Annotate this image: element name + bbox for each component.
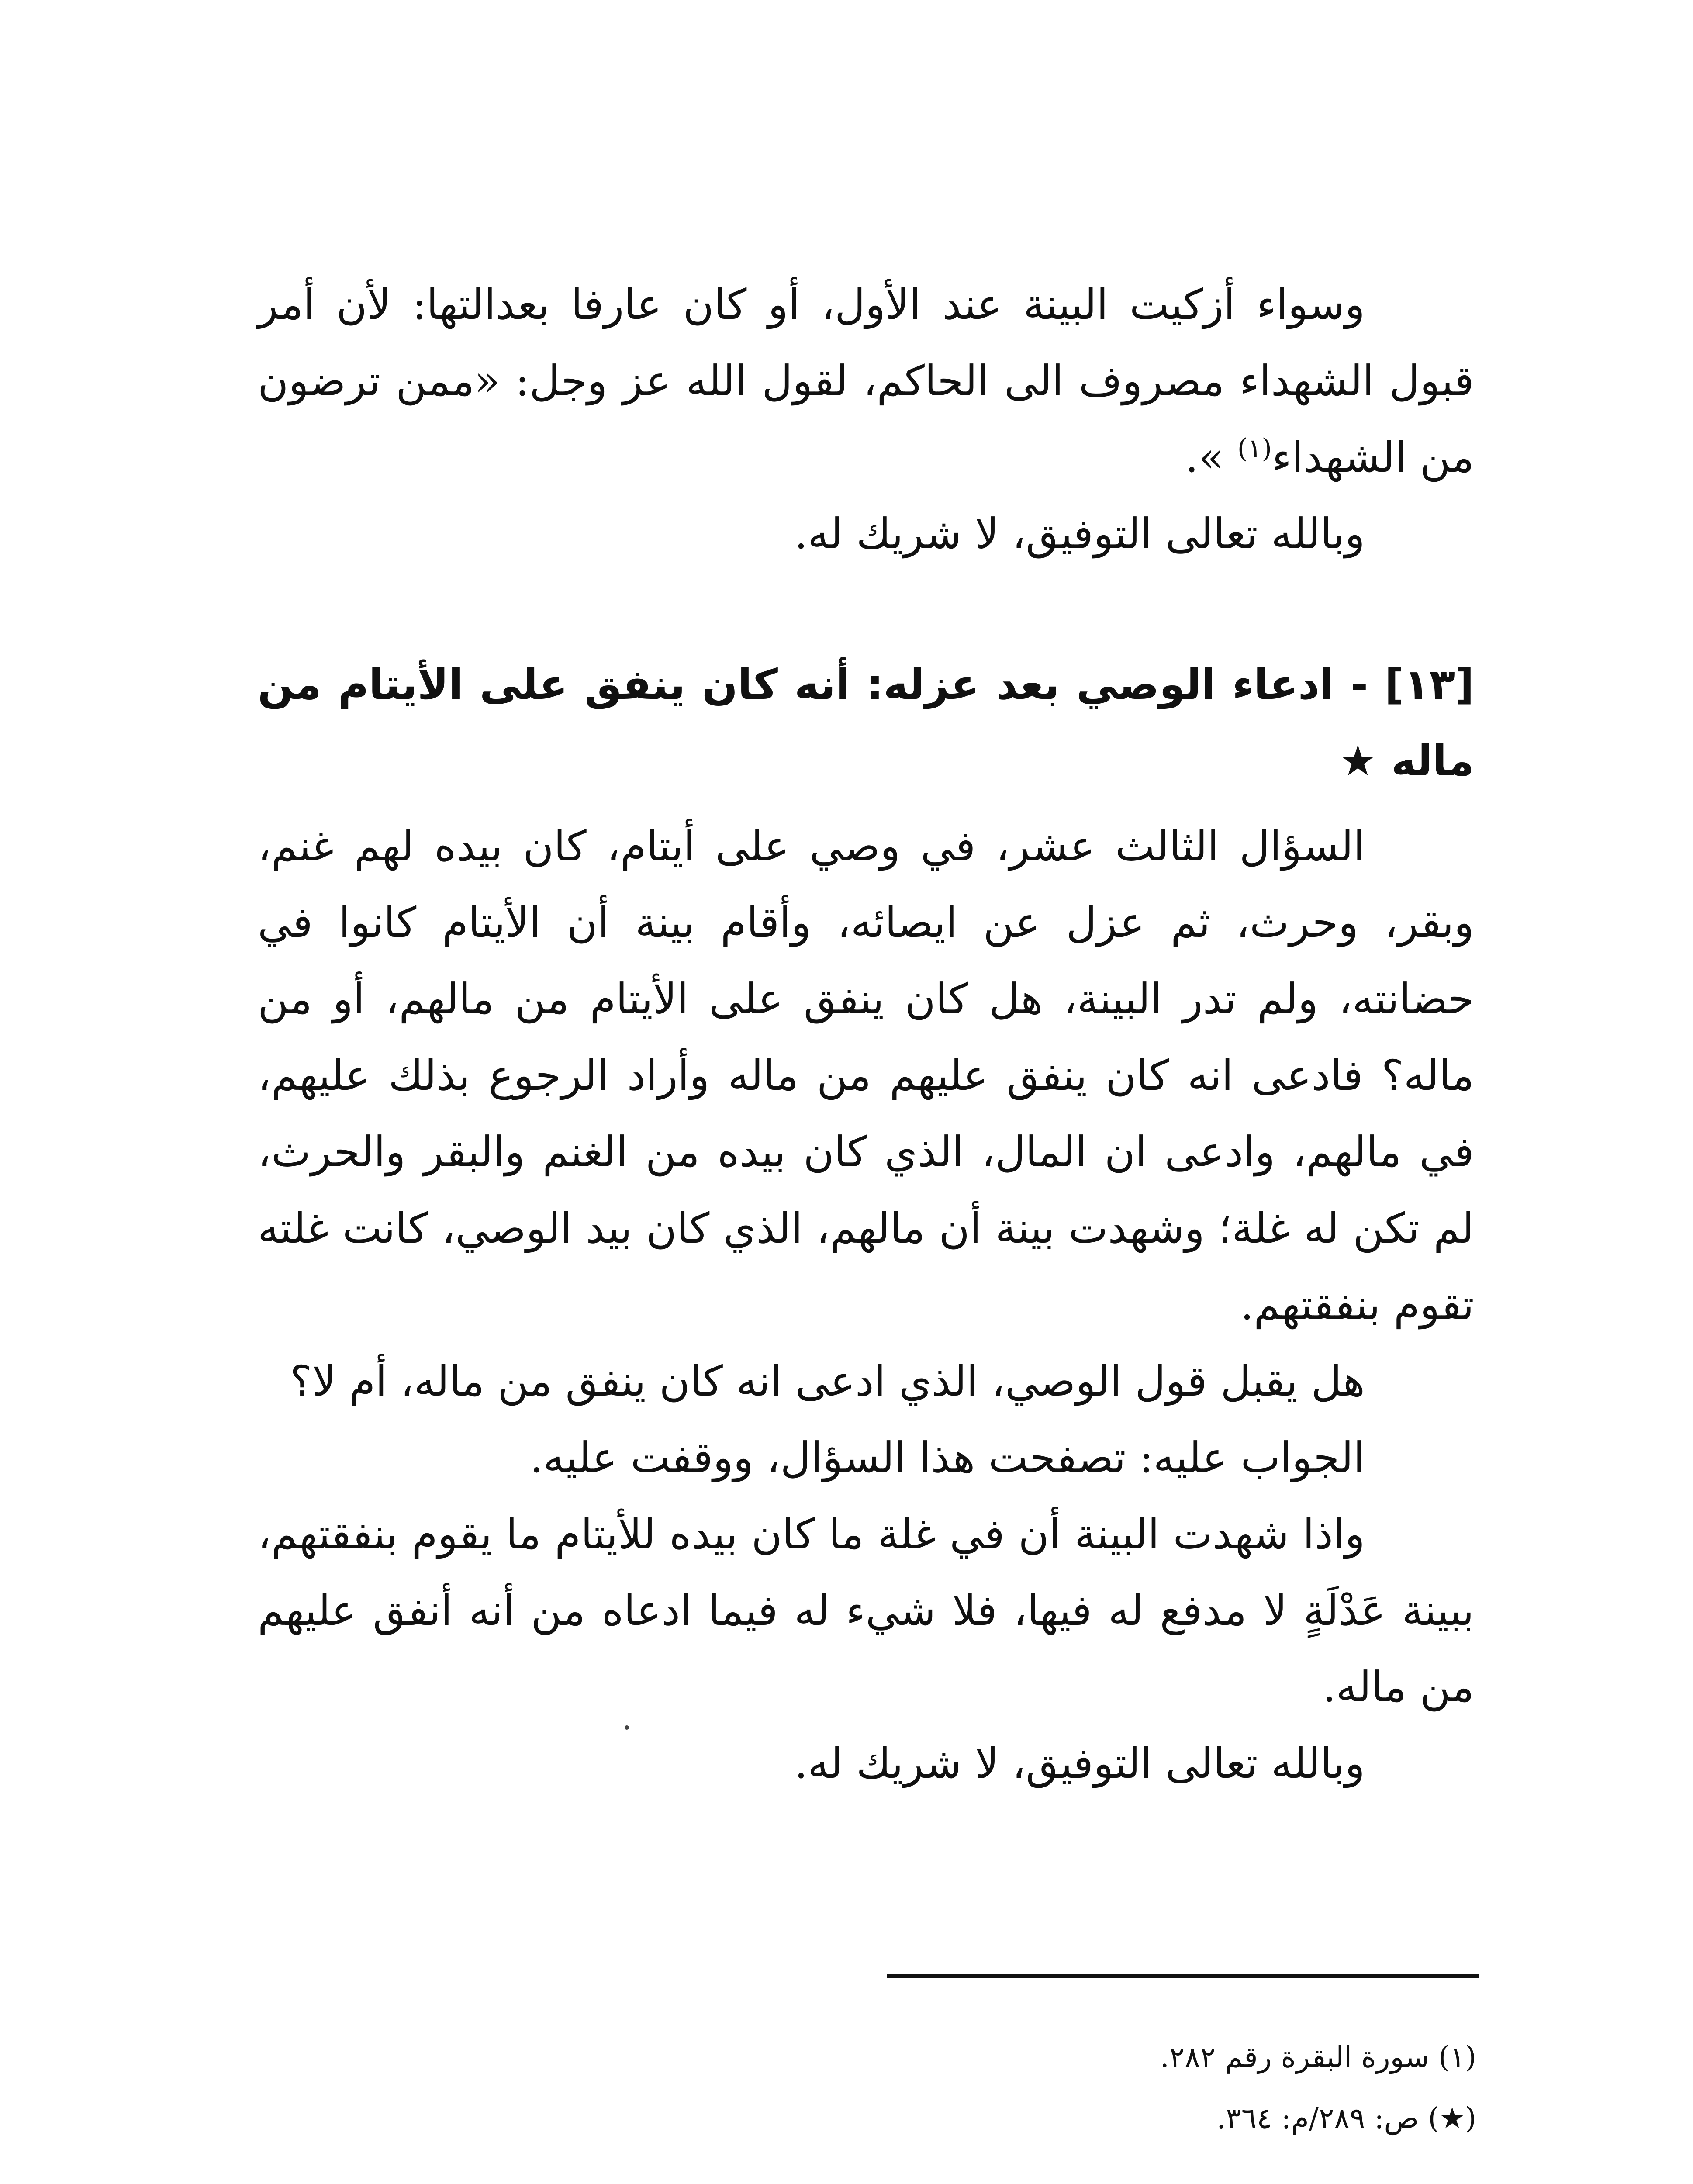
paragraph-testimony: [258, 266, 1474, 572]
footnote-star: (★) ص: ٢٨٩/م: ٣٦٤.: [1216, 2101, 1476, 2135]
footnote-divider: [887, 1974, 1479, 1978]
paragraph-1-end: ».: [1185, 433, 1237, 482]
footnotes: [655, 2027, 1476, 2149]
answer-text: واذا شهدت البينة أن في غلة ما كان بيده للأيتام ما يقوم بنفقتهم، ببينة عَدْلَةٍ لا مدفع له فيها، فلا شيء له فيما ادعاه من أنه أنفق عليهم من ماله.: [258, 1510, 1475, 1711]
footnote-1: (١) سورة البقرة رقم ٢٨٢.: [1160, 2040, 1476, 2074]
question-text: السؤال الثالث عشر، في وصي على أيتام، كان بيده لهم غنم، وبقر، وحرث، ثم عزل عن ايصائه، وأقام بينة أن الأيتام كانوا في حضانته، ولم تدر البينة، هل كان ينفق على الأيتام من مالهم، أو من ماله؟ فادعى انه كان ينفق عليهم من ماله وأراد الرجوع بذلك عليهم، في مالهم، وادعى ان المال، الذي كان بيده من الغنم والبقر والحرث، لم تكن له غلة؛ وشهدت بينة أن مالهم، الذي كان بيد الوصي، كانت غلته تقوم بنفقتهم.: [258, 822, 1475, 1329]
footnote-ref-1: (١): [1237, 433, 1272, 464]
closing-formula-1: وبالله تعالى التوفيق، لا شريك له.: [794, 509, 1365, 558]
answer-intro: الجواب عليه: تصفحت هذا السؤال، ووقفت عليه.: [530, 1433, 1365, 1482]
paragraph-1-text: وسواء أزكيت البينة عند الأول، أو كان عارفا بعدالتها: لأن أمر قبول الشهداء مصروف الى الحاكم، لقول الله عز وجل: «ممن ترضون من الشهداء: [258, 280, 1474, 482]
closing-formula-2: وبالله تعالى التوفيق، لا شريك له.: [794, 1739, 1365, 1788]
section-heading: [١٣] - ادعاء الوصي بعد عزله: أنه كان ينفق على الأيتام من ماله ★: [258, 660, 1474, 785]
question-ask: هل يقبل قول الوصي، الذي ادعى انه كان ينفق من ماله، أم لا؟: [290, 1357, 1365, 1406]
paragraph-1: [258, 266, 1474, 496]
question-block: [258, 808, 1474, 1802]
print-speck: [625, 1725, 629, 1730]
